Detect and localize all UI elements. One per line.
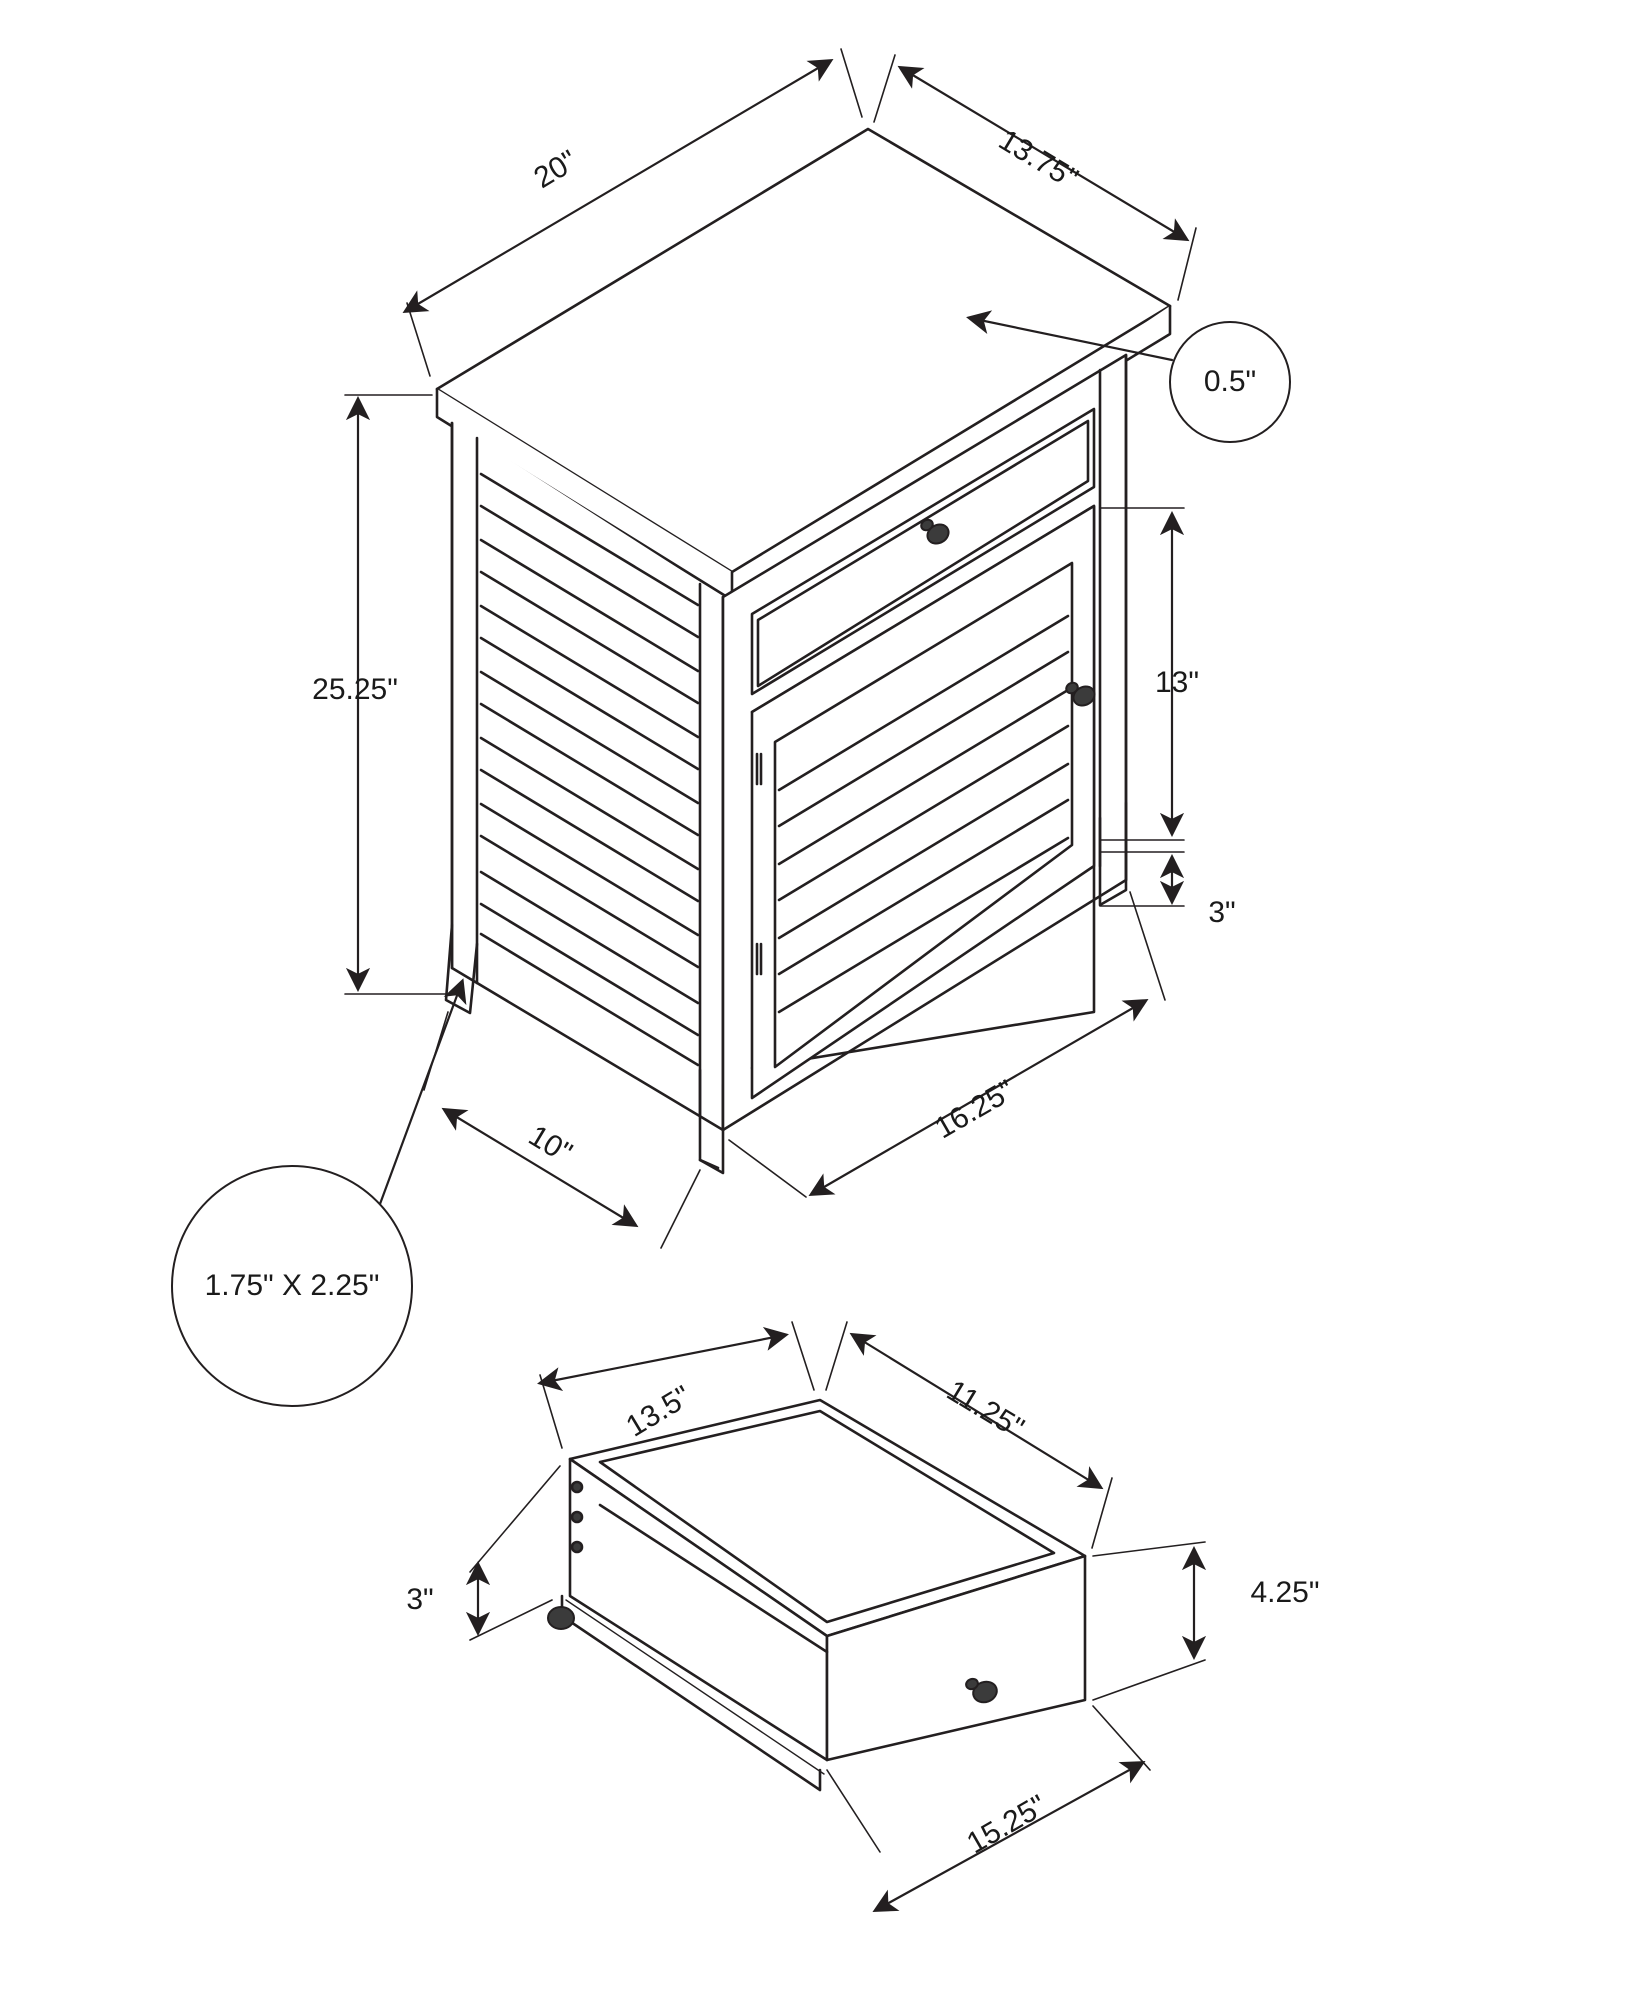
dim-label-drawer-front-width: 15.25" (961, 1788, 1053, 1861)
dim-label-drawer-inner-width: 11.25" (940, 1373, 1030, 1446)
dim-line-drawer-front-height (1093, 1542, 1205, 1700)
drawer-box (548, 1400, 1085, 1790)
dim-label-drawer-front-height: 4.25" (1250, 1576, 1320, 1609)
dim-label-drawer-side-height: 3" (406, 1583, 434, 1616)
dim-label-overall-height: 25.25" (312, 673, 398, 706)
dim-label-top-thickness: 0.5" (1203, 365, 1257, 398)
dim-label-depth-top-right: 13.75" (993, 123, 1084, 196)
dim-line-drawer-side-height (470, 1466, 560, 1640)
dim-label-leg-section: 1.75" X 2.25" (204, 1269, 380, 1302)
dim-label-door-height: 13" (1154, 666, 1200, 699)
callout-leg-section (172, 982, 462, 1406)
dim-label-leg-height: 3" (1208, 896, 1236, 929)
dim-label-drawer-inner-depth: 13.5" (620, 1379, 697, 1444)
dim-label-side-depth: 10" (522, 1119, 578, 1171)
dim-label-width-top-left: 20" (528, 144, 584, 196)
dim-label-front-width: 16.25" (929, 1073, 1021, 1146)
